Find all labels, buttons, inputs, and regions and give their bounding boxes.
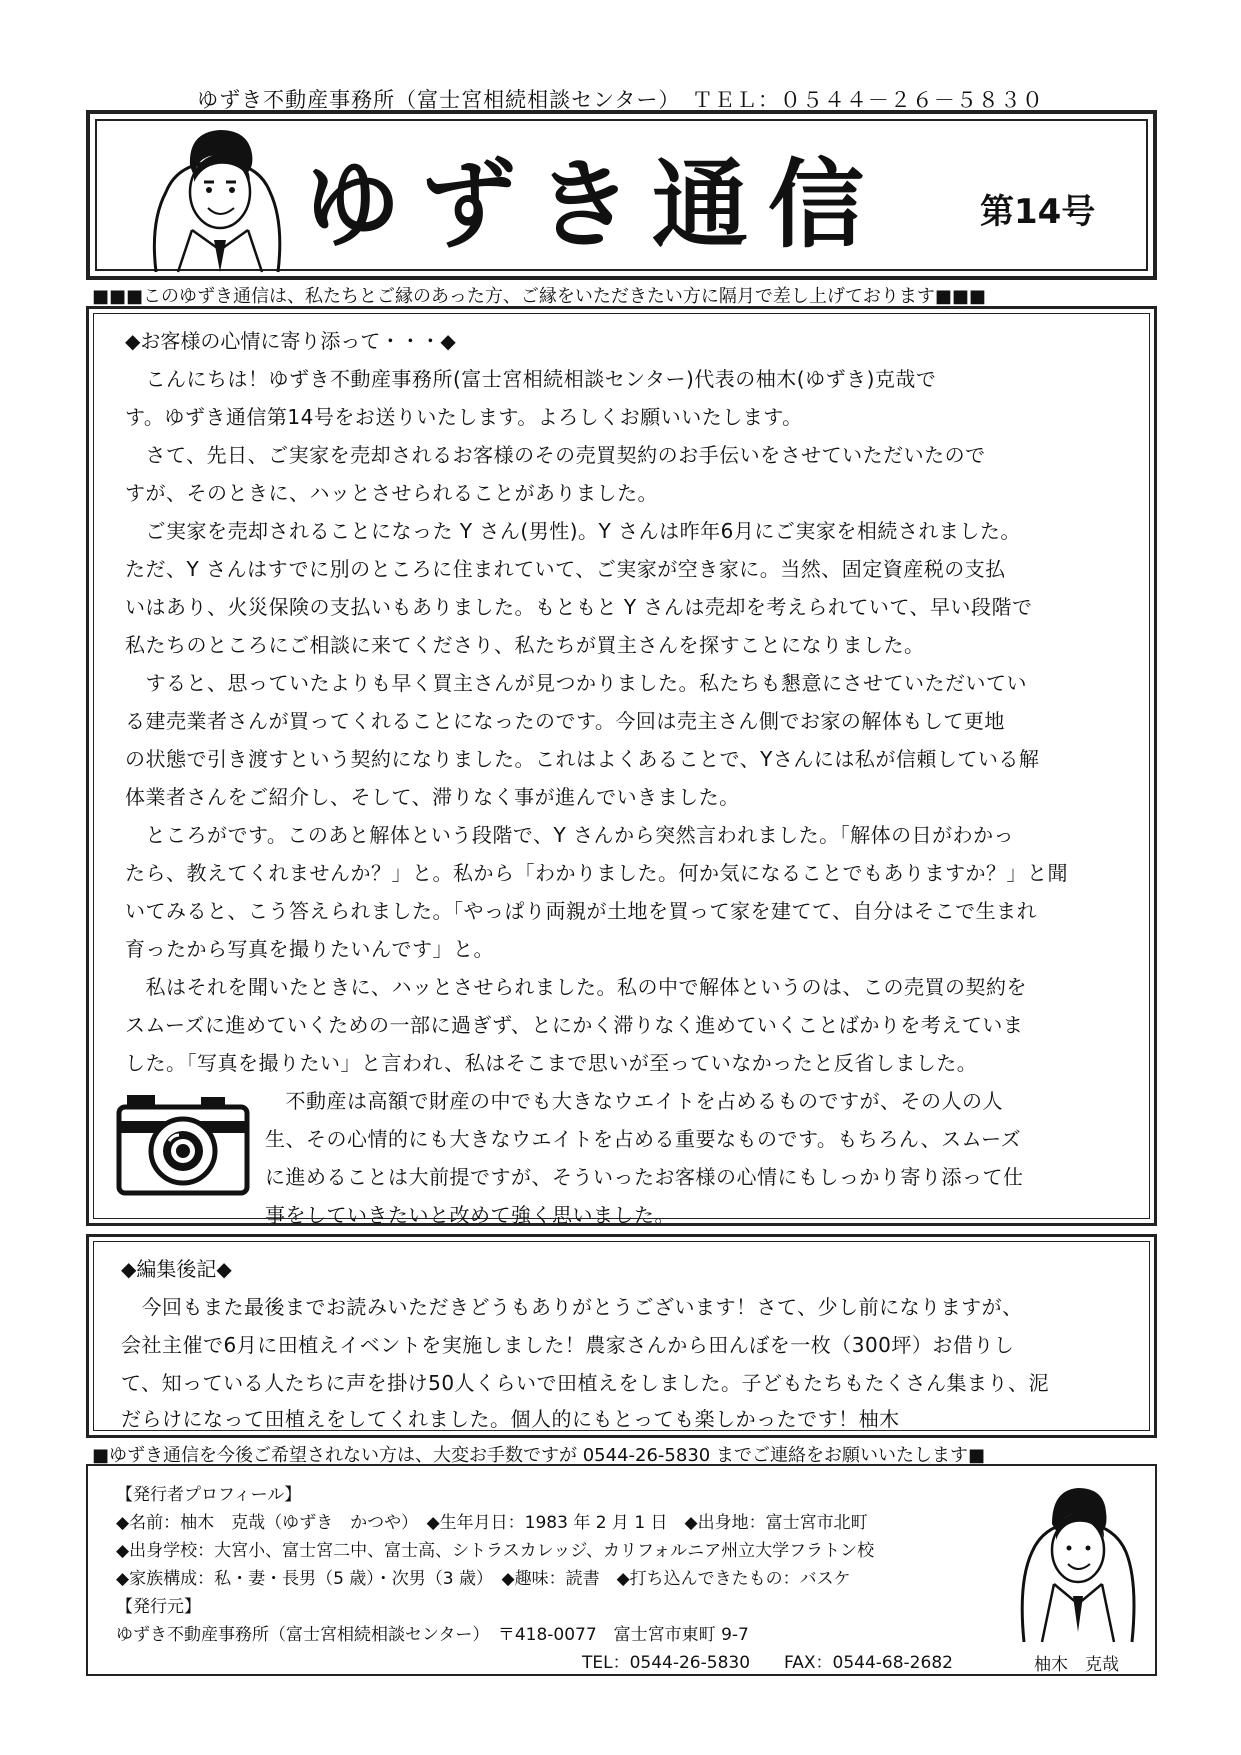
article-line: 不動産は高額で財産の中でも大きなウエイトを占めるものですが、その人の人 [265, 1089, 1003, 1113]
article-line: スムーズに進めていくための一部に過ぎず、とにかく滞りなく進めていくことばかりを考えていま [125, 1013, 1024, 1037]
article-line: 私はそれを聞いたときに、ハッとさせられました。私の中で解体というのは、この売買の契約を [125, 975, 1027, 999]
article-line: の状態で引き渡すという契約になりました。これはよくあることで、Yさんには私が信頼している解 [125, 747, 1040, 771]
editor-note-line: 今回もまた最後までお読みいただきどうもありがとうございます！さて、少し前になりますが、 [121, 1295, 1023, 1319]
profile-line: ◆家族構成：私・妻・長男（5 歳）・次男（3 歳） ◆趣味：読書 ◆打ち込んできたもの：バスケ [116, 1569, 851, 1589]
article-line: ただ、Y さんはすでに別のところに住まれていて、ご実家が空き家に。当然、固定資産税の支払 [125, 557, 1006, 581]
editor-note-box [86, 1234, 1157, 1438]
article-line: に進めることは大前提ですが、そういったお客様の心情にもしっかり寄り添って仕 [265, 1165, 1024, 1189]
article-line: 体業者さんをご紹介し、そして、滞りなく事が進んでいきました。 [125, 785, 740, 809]
profile-line: ◆出身学校：大宮小、富士宮二中、富士高、シトラスカレッジ、カリフォルニア州立大学フラトン校 [116, 1541, 875, 1561]
article-line: ご実家を売却されることになった Y さん(男性)。Y さんは昨年6月にご実家を相続されました。 [125, 519, 1021, 543]
profile-box [86, 1464, 1157, 1676]
article-line: いてみると、こう答えられました。「やっぱり両親が土地を買って家を建てて、自分はそこで生まれ [125, 899, 1038, 923]
article-heading: ◆お客様の心情に寄り添って・・・◆ [125, 329, 456, 353]
masthead [86, 110, 1157, 280]
article-line: した。「写真を撮りたい」と言われ、私はそこまで思いが至っていなかったと反省しました。 [125, 1051, 978, 1075]
article-line: たら、教えてくれませんか？」と。私から「わかりました。何か気になることでもありますか？」と聞 [125, 861, 1068, 885]
top-contact-line: ゆずき不動産事務所（富士宮相続相談センター） ＴＥＬ：０５４４－２６－５８３０ [197, 88, 1044, 112]
article-line: いはあり、火災保険の支払いもありました。もともと Y さんは売却を考えられていて、早い段階で [125, 595, 1033, 619]
publisher-contact: TEL：0544-26-5830 FAX：0544-68-2682 [582, 1653, 953, 1673]
newsletter-title: ゆずき通信 [304, 149, 884, 261]
article-line: す。ゆずき通信第14号をお送りいたします。よろしくお願いいたします。 [125, 405, 803, 429]
article-line: こんにちは！ゆずき不動産事務所(富士宮相続相談センター)代表の柚木(ゆずき)克哉で [125, 367, 937, 391]
article-line: 事をしていきたいと改めて強く思いました。 [265, 1203, 675, 1227]
unsubscribe-notice: ■ゆずき通信を今後ご希望されない方は、大変お手数ですが 0544-26-5830 までご連絡をお願いいたします■ [92, 1445, 985, 1466]
article-line: すが、そのときに、ハッとさせられることがありました。 [125, 481, 658, 505]
portrait-illustration [148, 122, 288, 274]
editor-note-line: 会社主催で6月に田植えイベントを実施しました！農家さんから田んぼを一枚（300坪）お借りし [121, 1333, 1015, 1357]
banner-line: ■■■このゆずき通信は、私たちとご縁のあった方、ご縁をいただきたい方に隔月で差し上げております■■■ [92, 286, 986, 307]
article-line: る建売業者さんが買ってくれることになったのです。今回は売主さん側でお家の解体もして更地 [125, 709, 1005, 733]
camera-icon [115, 1091, 251, 1197]
article-box [86, 306, 1157, 1226]
publisher-address: ゆずき不動産事務所（富士宮相続相談センター） 〒418-0077 富士宮市東町 9-7 [116, 1625, 749, 1645]
article-line: 私たちのところにご相談に来てくださり、私たちが買主さんを探すことになりました。 [125, 633, 925, 657]
article-line: すると、思っていたよりも早く買主さんが見つかりました。私たちも懇意にさせていただいてい [125, 671, 1027, 695]
publisher-heading: 【発行元】 [116, 1597, 201, 1617]
editor-note-line: て、知っている人たちに声を掛け50人くらいで田植えをしました。子どもたちもたくさん集まり、泥 [121, 1371, 1050, 1395]
article-line: 生、その心情的にも大きなウエイトを占める重要なものです。もちろん、スムーズ [265, 1127, 1022, 1151]
profile-line: ◆名前：柚木 克哉（ゆずき かつや） ◆生年月日：1983 年 2 月 1 日 ◆出身地：富士宮市北町 [116, 1513, 868, 1533]
article-line: さて、先日、ご実家を売却されるお客様のその売買契約のお手伝いをさせていただいたので [125, 443, 986, 467]
issue-number: 第14号 [980, 192, 1096, 232]
editor-note-heading: ◆編集後記◆ [121, 1257, 232, 1281]
profile-portrait-illustration [1018, 1472, 1136, 1648]
portrait-caption: 柚木 克哉 [1034, 1655, 1119, 1675]
article-line: ところがです。このあと解体という段階で、Y さんから突然言われました。「解体の日がわかっ [125, 823, 1015, 847]
article-line: 育ったから写真を撮りたいんです」と。 [125, 937, 494, 961]
profile-heading: 【発行者プロフィール】 [116, 1485, 302, 1505]
editor-note-line: だらけになって田植えをしてくれました。個人的にもとっても楽しかったです！柚木 [121, 1407, 900, 1431]
